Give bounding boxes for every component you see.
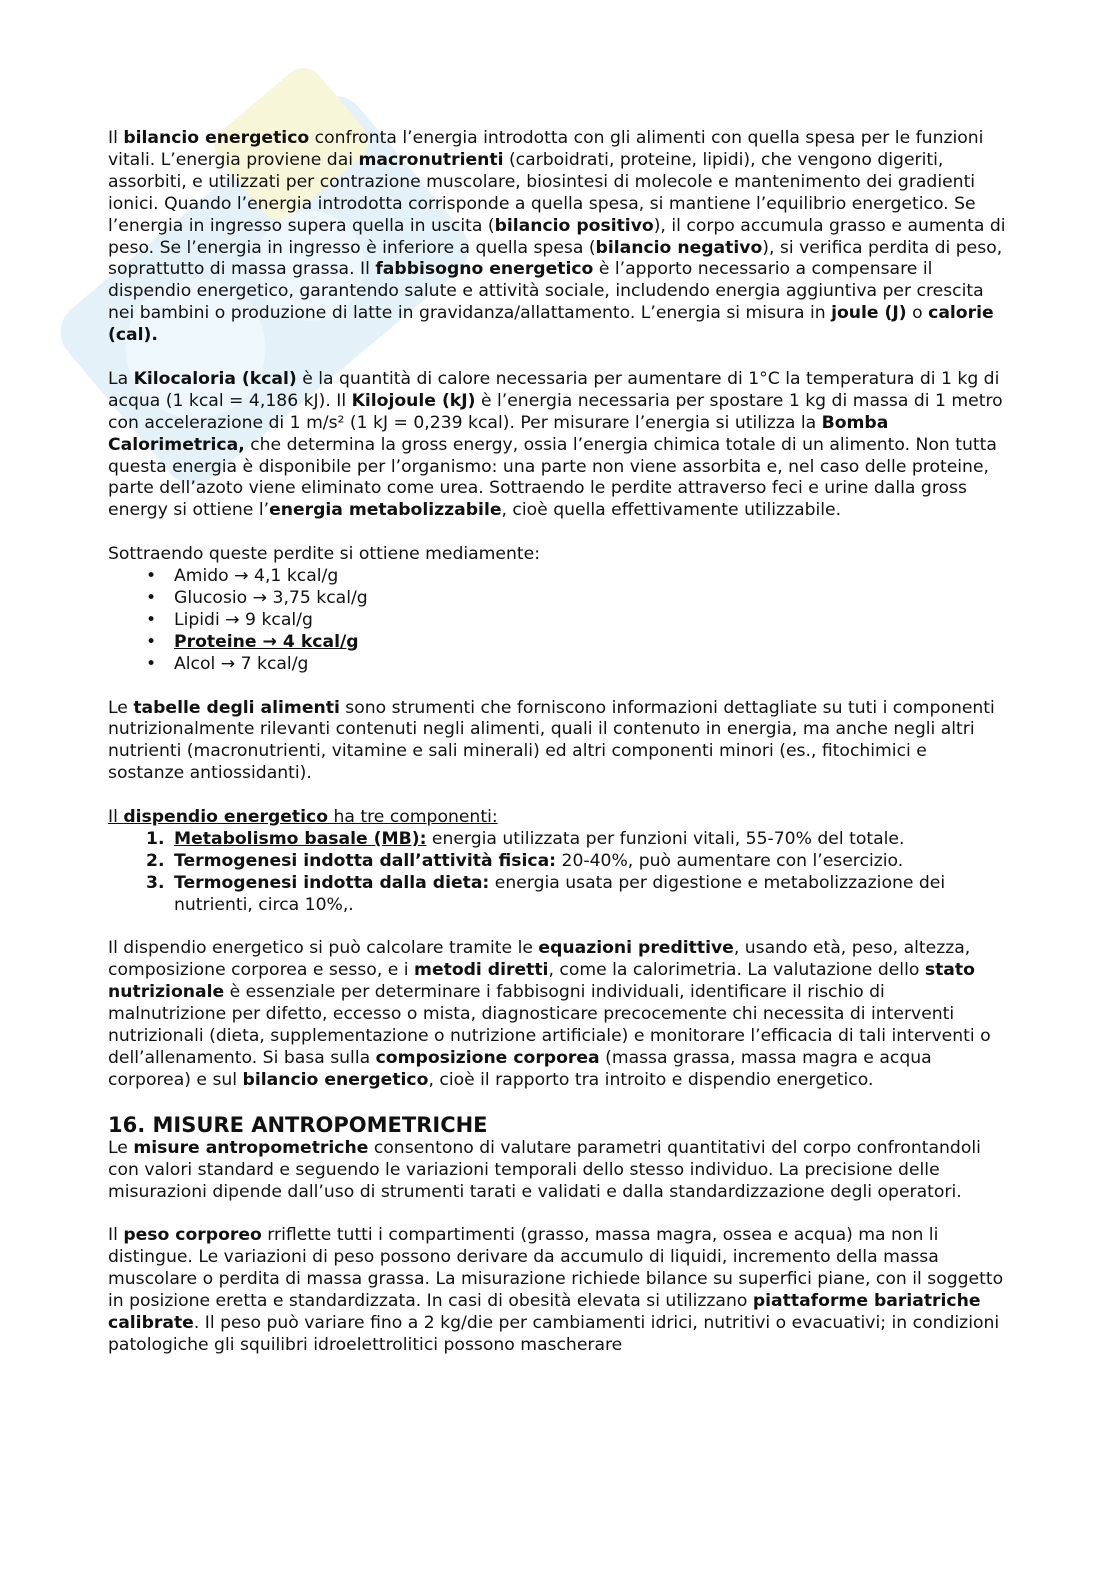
list-item: • Glucosio → 3,75 kcal/g — [108, 588, 1008, 610]
list-item: • Amido → 4,1 kcal/g — [108, 566, 1008, 588]
paragraph-tabelle-alimenti: Le tabelle degli alimenti sono strumenti che forniscono informazioni dettagliate su tuti i componenti nutrizionalmente rilevanti contenuti negli alimenti, quali il contenuto in energia, ma anche negli altri nutrienti (macronutrienti, vitamine e sali minerali) ed altri componenti minori (es., fitochimici e sostanze antiossidanti). — [108, 697, 995, 784]
paragraph-dispendio-calcolo: Il dispendio energetico si può calcolare tramite le equazioni predittive, usando età, peso, altezza, composizione corporea e sesso, e i metodi diretti, come la calorimetria. La valutazione dello stato nutrizionale è essenziale per determinare i fabbisogni individuali, identificare il rischio di malnutrizione per difetto, eccesso o mista, diagnosticare precocemente chi necessita di interventi nutrizionali (dieta, supplementazione o nutrizione artificiale) e monitorare l’efficacia di tali interventi o dell’allenamento. Si basa sulla composizione corporea (massa grassa, massa magra e acqua corporea) e sul bilancio energetico, cioè il rapporto tra introito e dispendio energetico. — [108, 938, 991, 1090]
list-item: • Proteine → 4 kcal/g — [108, 632, 1008, 654]
list-item: 1. Metabolismo basale (MB): energia utilizzata per funzioni vitali, 55-70% del totale. — [146, 828, 905, 849]
section-heading: 16. MISURE ANTROPOMETRICHE — [108, 1112, 488, 1137]
list-item: • Alcol → 7 kcal/g — [108, 654, 1008, 676]
paragraph-misure-antropometriche: Le misure antropometriche consentono di valutare parametri quantitativi del corpo confrontandoli con valori standard e seguendo le variazioni temporali dello stesso individuo. La precisione delle misurazioni dipende dall’uso di strumenti tarati e validati e dalla standardizzazione degli operatori. — [108, 1137, 981, 1202]
paragraph-peso-corporeo: Il peso corporeo rriflette tutti i compartimenti (grasso, massa magra, ossea e acqua) ma non li distingue. Le variazioni di peso possono derivare da accumulo di liquidi, incremento della massa muscolare o perdita di massa grassa. La misurazione richiede bilance su superfici piane, con il soggetto in posizione eretta e standardizzata. In casi di obesità elevata si utilizzano piattaforme bariatriche calibrate. Il peso può variare fino a 2 kg/die per cambiamenti idrici, nutritivi o evacuativi; in condizioni patologiche gli squilibri idroelettrolitici possono mascherare — [108, 1225, 1004, 1355]
document-body — [108, 128, 1008, 1357]
energy-values-list — [108, 566, 1008, 676]
paragraph-kilocaloria: La Kilocaloria (kcal) è la quantità di calore necessaria per aumentare di 1°C la temperatura di 1 kg di acqua (1 kcal = 4,186 kJ). Il Kilojoule (kJ) è l’energia necessaria per spostare 1 kg di massa di 1 metro con accelerazione di 1 m/s² (1 kJ = 0,239 kcal). Per misurare l’energia si utilizza la Bomba Calorimetrica, che determina la gross energy, ossia l’energia chimica totale di un alimento. Non tutta questa energia è disponibile per l’organismo: una parte non viene assorbita e, nel caso delle proteine, parte dell’azoto viene eliminato come urea. Sottraendo le perdite attraverso feci e urine dalla gross energy si ottiene l’energia metabolizzabile, cioè quella effettivamente utilizzabile. — [108, 368, 1003, 521]
list-item: • Lipidi → 9 kcal/g — [108, 610, 1008, 632]
list-item: 2. Termogenesi indotta dall’attività fisica: 20-40%, può aumentare con l’esercizio. — [146, 850, 904, 871]
dispendio-intro: Il dispendio energetico ha tre componenti: — [108, 807, 498, 828]
energy-values-intro: Sottraendo queste perdite si ottiene mediamente: — [108, 544, 540, 565]
list-item: 3. Termogenesi indotta dalla dieta: energia usata per digestione e metabolizzazione dei nutrienti, circa 10%,. — [146, 872, 946, 915]
dispendio-components-list — [108, 829, 1008, 917]
paragraph-bilancio-energetico: Il bilancio energetico confronta l’energia introdotta con gli alimenti con quella spesa per le funzioni vitali. L’energia proviene dai macronutrienti (carboidrati, proteine, lipidi), che vengono digeriti, assorbiti, e utilizzati per contrazione muscolare, biosintesi di molecole e mantenimento dei gradienti ionici. Quando l’energia introdotta corrisponde a quella spesa, si mantiene l’equilibrio energetico. Se l’energia in ingresso supera quella in uscita (bilancio positivo), il corpo accumula grasso e aumenta di peso. Se l’energia in ingresso è inferiore a quella spesa (bilancio negativo), si verifica perdita di peso, soprattutto di massa grassa. Il fabbisogno energetico è l’apporto necessario a compensare il dispendio energetico, garantendo salute e attività sociale, includendo energia aggiuntiva per crescita nei bambini o produzione di latte in gravidanza/allattamento. L’energia si misura in joule (J) o calorie (cal). — [108, 128, 1006, 346]
